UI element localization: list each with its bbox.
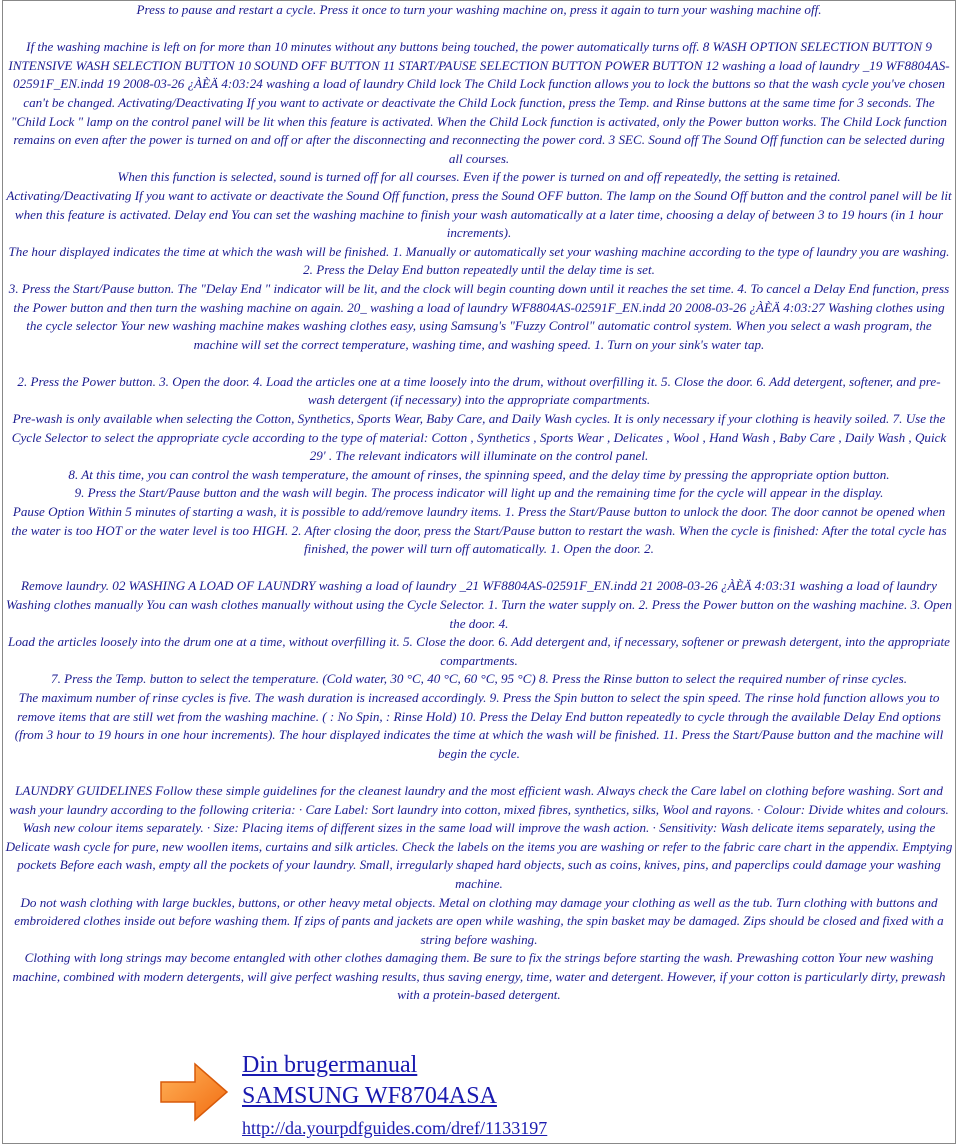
paragraph-gap	[5, 354, 953, 373]
manual-title-link[interactable]: Din brugermanual	[242, 1052, 418, 1078]
paragraph-child-lock: If the washing machine is left on for more than 10 minutes without any buttons being touched, the power automatically turns off. 8 WASH OPTION SELECTION BUTTON 9 INTENSIVE WASH SELECTION BUTTON 10 SOUND OFF BUTTON 11 START/PAUSE SELECTION BUTTON POWER BUTTON 12 washing a load of laundry _19 WF8804AS-02591F_EN.indd 19 2008-03-26 ¿ÀÈÄ 4:03:24 washing a load of laundry Child lock The Child Lock function allows you to lock the buttons so that the wash cycle you've chosen can't be changed. Activating/Deactivating If you want to activate or deactivate the Child Lock function, press the Temp. and Rinse buttons at the same time for 3 seconds. The "Child Lock " lamp on the control panel will be lit when this feature is activated. When the Child Lock function is activated, only the Power button works. The Child Lock function remains on even after the power is turned on and off or after the disconnecting and reconnecting the power cord. 3 SEC. Sound off The Sound Off function can be selected during all courses.	[8, 39, 950, 166]
paragraph-cycle-selector: 3. Press the Start/Pause button. The "Delay End " indicator will be lit, and the clock will begin counting down until it reaches the set time. 4. To cancel a Delay End function, press the Power button and then turn the washing machine on again. 20_ washing a load of laundry WF8804AS-02591F_EN.indd 20 2008-03-26 ¿ÀÈÄ 4:03:27 Washing clothes using the cycle selector Your new washing machine makes washing clothes easy, using Samsung's "Fuzzy Control" automatic control system. When you select a wash program, the machine will set the correct temperature, washing time, and washing speed. 1. Turn on your sink's water tap.	[8, 280, 950, 352]
paragraph-load-articles: Load the articles loosely into the drum one at a time, without overfilling it. 5. Close the door. 6. Add detergent and, if necessary, softener or prewash detergent, into the appropriate compartments.	[8, 634, 950, 668]
paragraph-sound-off: When this function is selected, sound is turned off for all courses. Even if the power is turned on and off repeatedly, the setting is retained.	[117, 169, 841, 185]
paragraph-options: 8. At this time, you can control the wash temperature, the amount of rinses, the spinning speed, and the delay time by pressing the appropriate option button.	[68, 466, 890, 482]
paragraph-start-wash: 9. Press the Start/Pause button and the wash will begin. The process indicator will light up and the remaining time for the cycle will appear in the display.	[74, 485, 884, 501]
paragraph-rinse-spin: The maximum number of rinse cycles is five. The wash duration is increased accordingly. 9. Press the Spin button to select the spin speed. The rinse hold function allows you to remove items that are still wet from the washing machine. ( : No Spin, : Rinse Hold) 10. Press the Delay End button repeatedly to cycle through the available Delay End options (from 3 hour to 19 hours in one hour increments). The hour displayed indicates the time at which the wash will be finished. 11. Press the Start/Pause button and the machine will begin the cycle.	[14, 689, 944, 761]
paragraph-gap	[5, 763, 953, 782]
paragraph-temperature: 7. Press the Temp. button to select the temperature. (Cold water, 30 °C, 40 °C, 60 °C, 95 °C) 8. Press the Rinse button to select the required number of rinse cycles.	[51, 671, 907, 687]
footer-links	[242, 1050, 547, 1142]
document-page	[2, 0, 956, 1144]
paragraph-laundry-guidelines: LAUNDRY GUIDELINES Follow these simple guidelines for the cleanest laundry and the most efficient wash. Always check the Care label on clothing before washing. Sort and wash your laundry according to the following criteria: · Care Label: Sort laundry into cotton, mixed fibres, synthetics, silks, Wool and rayons. · Colour: Divide whites and colours. Wash new colour items separately. · Size: Placing items of different sizes in the same load will improve the wash action. · Sensitivity: Wash delicate items separately, using the Delicate wash cycle for pure, new woollen items, curtains and silk articles. Check the labels on the items you are washing or refer to the fabric care chart in the appendix. Emptying pockets Before each wash, empty all the pockets of your laundry. Small, irregularly shaped hard objects, such as coins, knives, pins, and paperclips could damage your washing machine.	[5, 782, 953, 891]
paragraph-power-button: Press to pause and restart a cycle. Press it once to turn your washing machine on, press it again to turn your washing machine off.	[136, 2, 822, 17]
guide-url-link[interactable]: http://da.yourpdfguides.com/dref/1133197	[242, 1118, 548, 1138]
paragraph-gap	[5, 559, 953, 578]
paragraph-delay-steps: The hour displayed indicates the time at which the wash will be finished. 1. Manually or automatically set your washing machine according to the type of laundry you are washing. 2. Press the Delay End button repeatedly until the delay time is set.	[8, 243, 950, 278]
arrow-right-icon[interactable]	[155, 1052, 233, 1130]
paragraph-metal-objects: Do not wash clothing with large buckles, buttons, or other heavy metal objects. Metal on clothing may damage your clothing as well as the tub. Turn clothing with buttons and embroidered clothes inside out before washing them. If zips of pants and jackets are open while washing, the spin basket may be damaged. Zips should be closed and fixed with a string before washing.	[14, 894, 944, 947]
manual-text-body	[3, 1, 955, 1005]
product-name-link[interactable]: SAMSUNG WF8704ASA	[242, 1083, 497, 1109]
paragraph-gap	[5, 20, 953, 39]
paragraph-pause-option: Pause Option Within 5 minutes of starting a wash, it is possible to add/remove laundry items. 1. Press the Start/Pause button to unlock the door. The door cannot be opened when the water is too HOT or the water level is too HIGH. 2. After closing the door, press the Start/Pause button to restart the wash. When the cycle is finished: After the total cycle has finished, the power will turn off automatically. 1. Open the door. 2.	[11, 504, 947, 557]
footer-banner	[155, 1050, 755, 1140]
paragraph-load-steps: 2. Press the Power button. 3. Open the door. 4. Load the articles one at a time loosely into the drum, without overfilling it. 5. Close the door. 6. Add detergent, softener, and pre-wash detergent (if necessary) into the appropriate compartments.	[17, 373, 941, 408]
paragraph-prewash: Pre-wash is only available when selecting the Cotton, Synthetics, Sports Wear, Baby Care, and Daily Wash cycles. It is only necessary if your clothing is heavily soiled. 7. Use the Cycle Selector to select the appropriate cycle according to the type of material: Cotton , Synthetics , Sports Wear , Delicates , Wool , Hand Wash , Baby Care , Daily Wash , Quick 29' . The relevant indicators will illuminate on the control panel.	[11, 411, 947, 464]
paragraph-long-strings: Clothing with long strings may become entangled with other clothes damaging them. Be sure to fix the strings before starting the wash. Prewashing cotton Your new washing machine, combined with modern detergents, will give perfect washing results, thus saving energy, time, water and detergent. However, if your cotton is particularly dirty, prewash with a protein-based detergent.	[12, 950, 946, 1003]
paragraph-delay-end: Activating/Deactivating If you want to activate or deactivate the Sound Off function, press the Sound OFF button. The lamp on the Sound Off button and the control panel will be lit when this feature is activated. Delay end You can set the washing machine to finish your wash automatically at a later time, choosing a delay of between 3 to 19 hours (in 1 hour increments).	[6, 187, 952, 241]
paragraph-manual-wash: Remove laundry. 02 WASHING A LOAD OF LAUNDRY washing a load of laundry _21 WF8804AS-02591F_EN.indd 21 2008-03-26 ¿ÀÈÄ 4:03:31 washing a load of laundry Washing clothes manually You can wash clothes manually without using the Cycle Selector. 1. Turn the water supply on. 2. Press the Power button on the washing machine. 3. Open the door. 4.	[6, 578, 952, 631]
